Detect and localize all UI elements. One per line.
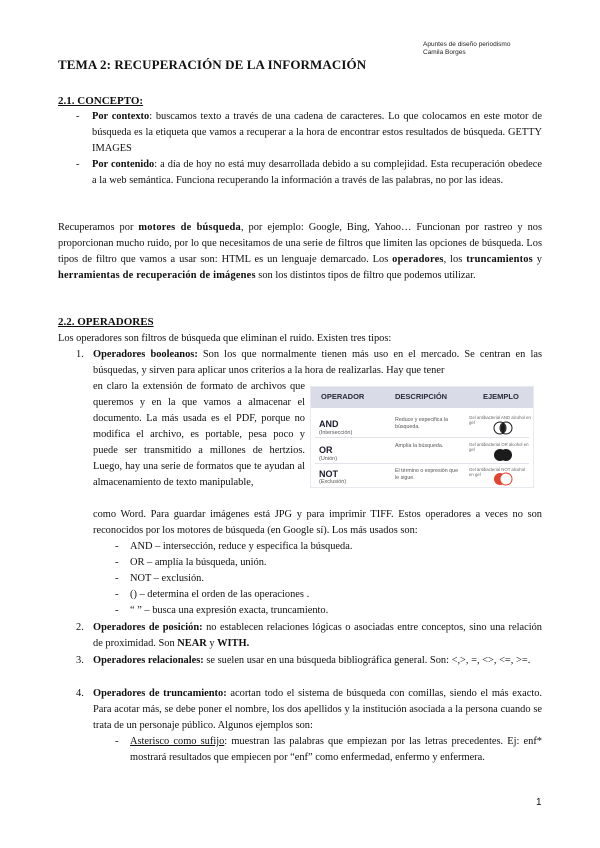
text-run: : muestran las palabras que empiezan por las letras precedentes. Ej: enf* mostrará resultados que empiecen por “enf” como enfermedad, enfermo y enfermera.	[130, 736, 542, 763]
bool-sub-not: - NOT – exclusión.	[115, 571, 535, 587]
operators-table-image	[310, 386, 534, 488]
table-header-operador: OPERADOR	[321, 392, 365, 401]
term-truncamiento: Operadores de truncamiento:	[93, 688, 227, 699]
table-header-descripcion: DESCRIPCIÓN	[395, 392, 448, 401]
text-run: , los	[443, 254, 467, 265]
venn-or-icon	[493, 448, 513, 462]
table-header-ejemplo: EJEMPLO	[483, 392, 519, 401]
item-booleanos-end: como Word. Para guardar imágenes está JPG y para imprimir TIFF. Estos operadores a veces no son reconocidos por los motores de búsqueda (en Google sí). Los más usados son:	[93, 509, 542, 536]
term-motores: motores de búsqueda	[138, 222, 241, 233]
operator-or: OR	[319, 445, 333, 455]
term-asterisco: Asterisco como sufijo	[130, 736, 225, 747]
term-booleanos: Operadores booleanos:	[93, 349, 198, 360]
table-row-or	[311, 439, 533, 463]
operator-and-example: Gel antibacterial AND alcohol en gel	[469, 415, 531, 425]
item-booleanos-wrap: en claro la extensión de formato de archivos que queremos y en la que vamos a almacenar el documento. La más usada es el PDF, porque no modifica el archivo, es portable, pesa poco y puede ser transmitido a millones de hertzios. Luego, hay una serie de formatos que te ayudan al almacenamiento de texto manipulable,	[93, 381, 305, 488]
text-run: y	[532, 254, 542, 265]
item-number-1: 1.	[76, 349, 84, 360]
bool-sub-and: - AND – intersección, reduce y especifica la búsqueda.	[115, 539, 535, 555]
operator-or-example: Gel antibacterial OR alcohol en gel	[469, 442, 529, 452]
operator-and: AND	[319, 419, 339, 429]
text-run: acortan todo el sistema de búsqueda con comillas, siendo el más exacto. Para acotar más, se debe poner el nombre, los dos apellidos y la institución asociada a la persona cuando se trata de un personaje público. Algunos ejemplos son:	[93, 688, 543, 731]
bullet-contenido-text: : a día de hoy no está muy desarrollada debido a su complejidad. Esta recuperación obedece a la web semántica. Funciona recuperando la información a través de las palabras, no por las ideas.	[92, 159, 542, 186]
operator-and-desc: Reduce y especifica la búsqueda.	[395, 417, 448, 430]
bullet-contenido: - Por contenido: a día de hoy no está muy desarrollada debido a su complejidad. Esta recuperación obedece a la web semántica. Funciona recuperando la información a través de las palabras, no por las ideas.	[76, 159, 542, 186]
item-posicion	[93, 620, 542, 652]
bool-sub-and-text: AND – intersección, reduce y especifica la búsqueda.	[130, 541, 353, 552]
item-number-4: 4.	[76, 688, 84, 699]
trunc-sub-asterisco: - Asterisco como sufijo: muestran las palabras que empiezan por las letras precedentes. Ej: enf* mostrará resultados que empiecen por “enf” como enfermedad, enfermo y enfermera.	[115, 736, 542, 763]
header-author: Camila Borges	[423, 49, 466, 56]
item-truncamiento	[93, 686, 542, 734]
section-heading-concepto: 2.1. CONCEPTO:	[58, 95, 144, 107]
text-run: , por ejemplo: Google, Bing, Yahoo… Funcionan por rastreo y nos proporcionan mucho ruido, por lo que necesitamos de una serie de filtros que limiten las opciones de búsqueda. Los tipos de filtro que vamos a usar son: HTML es un lenguaje demarcado. Los	[58, 222, 542, 265]
bullet-contexto-text: : buscamos texto a través de una cadena de caracteres. Lo que colocamos en este motor de búsqueda es la etiqueta que vamos a recuperar a la hora de encontrar estos resultados de búsqueda. GETTY IMAGES	[92, 111, 542, 154]
bool-sub-quotes: - “ ” – busca una expresión exacta, truncamiento.	[115, 603, 535, 619]
operator-not-sub: (Exclusión)	[319, 479, 347, 485]
item-booleanos-line	[93, 347, 542, 379]
bool-sub-parens-text: () – determina el orden de las operaciones .	[130, 589, 310, 600]
operator-not: NOT	[319, 469, 338, 479]
bool-sub-or: - OR – amplía la búsqueda, unión.	[115, 555, 535, 571]
term-with: WITH.	[217, 638, 250, 649]
item-relacionales	[93, 653, 542, 669]
text-run: no establecen relaciones lógicas o asociadas entre conceptos, sino una relación de proximidad. Son	[93, 622, 543, 649]
operator-or-desc: Amplía la búsqueda.	[395, 443, 444, 449]
operadores-intro: Los operadores son filtros de búsqueda que eliminan el ruido. Existen tres tipos:	[58, 333, 392, 344]
term-near: NEAR	[177, 638, 207, 649]
text-run: se suelen usar en una búsqueda bibliográfica general. Son: <,>, =, <>, <=, >=.	[203, 655, 531, 666]
operator-not-example: Gel antibacterial NOT alcohol en gel	[469, 467, 526, 477]
paragraph-motores	[58, 220, 542, 284]
bool-sub-or-text: OR – amplía la búsqueda, unión.	[130, 557, 267, 568]
page-number: 1	[536, 797, 542, 808]
term-truncamientos: truncamientos	[466, 254, 533, 265]
item-number-3: 3.	[76, 655, 84, 666]
text-run: Son los que normalmente tienen más uso en el mercado. Se centran en las búsquedas, y sirven para aplicar unos criterios a la hora de realizarlas. Hay que tener	[93, 349, 543, 376]
bool-sub-not-text: NOT – exclusión.	[130, 573, 204, 584]
table-row-not	[311, 464, 533, 487]
term-operadores: operadores	[392, 254, 444, 265]
term-relacionales: Operadores relacionales:	[93, 655, 204, 666]
bullet-contexto-term: Por contexto	[92, 111, 150, 122]
running-header	[423, 41, 510, 57]
table-row-and	[311, 411, 533, 436]
bullet-contexto: - Por contexto: buscamos texto a través de una cadena de caracteres. Lo que colocamos en este motor de búsqueda es la etiqueta que vamos a recuperar a la hora de encontrar estos resultados de búsqueda. GETTY IMAGES	[76, 111, 542, 154]
page-title: TEMA 2: RECUPERACIÓN DE LA INFORMACIÓN	[58, 57, 367, 72]
item-number-2: 2.	[76, 622, 84, 633]
operator-and-sub: (Intersección)	[319, 430, 353, 436]
bool-sub-quotes-text: “ ” – busca una expresión exacta, truncamiento.	[130, 605, 329, 616]
text-run: Recuperamos por	[58, 222, 139, 233]
term-posicion: Operadores de posición:	[93, 622, 203, 633]
bool-sub-parens: - () – determina el orden de las operaciones .	[115, 587, 535, 603]
venn-not-icon	[493, 472, 513, 486]
text-run: y	[206, 638, 218, 649]
operator-or-sub: (Unión)	[319, 456, 338, 462]
text-run: son los distintos tipos de filtro que podemos utilizar.	[255, 270, 476, 281]
header-course: Apuntes de diseño periodismo	[423, 41, 511, 48]
term-herramientas: herramientas de recuperación de imágenes	[58, 270, 256, 281]
venn-and-icon	[493, 421, 513, 435]
table-divider	[315, 437, 529, 438]
section-heading-operadores: 2.2. OPERADORES	[58, 316, 154, 328]
operator-not-desc: El término o expresión que le sigue.	[395, 468, 459, 481]
bullet-contenido-term: Por contenido	[92, 159, 155, 170]
